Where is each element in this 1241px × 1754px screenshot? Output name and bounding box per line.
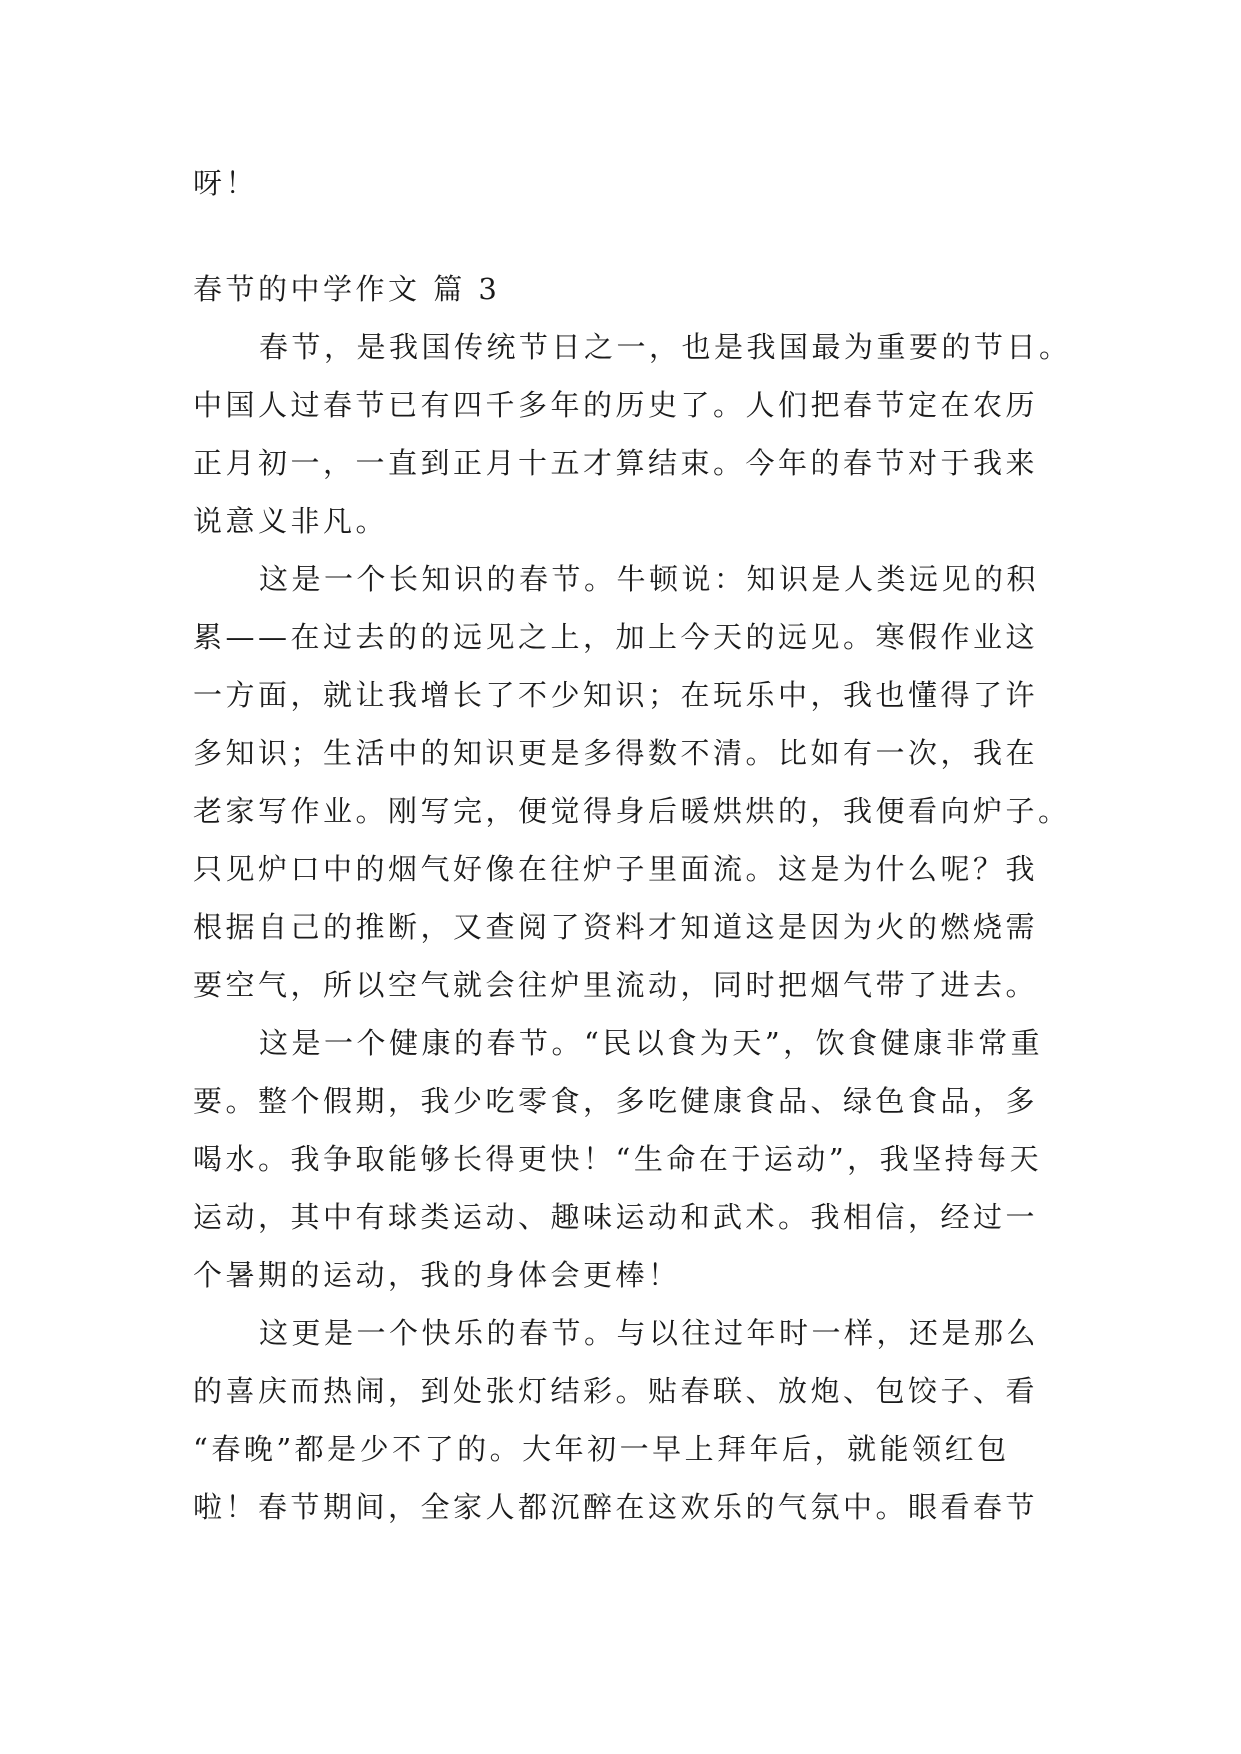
continuation-text: 呀！ (193, 166, 259, 200)
text-line: 老家写作业。刚写完，便觉得身后暖烘烘的，我便看向炉子。 (193, 794, 1071, 828)
text-line: 中国人过春节已有四千多年的历史了。人们把春节定在农历 (193, 388, 1039, 422)
text-line: 多知识；生活中的知识更是多得数不清。比如有一次，我在 (193, 736, 1039, 770)
essay-heading: 春节的中学作文 篇 3 (193, 272, 501, 306)
text-line: 啦！春节期间，全家人都沉醉在这欢乐的气氛中。眼看春节 (193, 1490, 1039, 1524)
text-line: 一方面，就让我增长了不少知识；在玩乐中，我也懂得了许 (193, 678, 1039, 712)
text-line: 说意义非凡。 (193, 504, 389, 538)
text-line: 春节，是我国传统节日之一，也是我国最为重要的节日。 (259, 330, 1072, 364)
text-line: 根据自己的推断，又查阅了资料才知道这是因为火的燃烧需 (193, 910, 1039, 944)
text-line: 要。整个假期，我少吃零食，多吃健康食品、绿色食品，多 (193, 1084, 1039, 1118)
text-line: 的喜庆而热闹，到处张灯结彩。贴春联、放炮、包饺子、看 (193, 1374, 1039, 1408)
paragraph-3 (193, 1014, 1061, 1304)
paragraph-1 (193, 318, 1072, 550)
text-line: 要空气，所以空气就会往炉里流动，同时把烟气带了进去。 (193, 968, 1039, 1002)
document-body (193, 154, 1072, 1536)
text-line: 个暑期的运动，我的身体会更棒！ (193, 1258, 681, 1292)
spacer (193, 212, 1061, 260)
paragraph-2 (193, 550, 1071, 1014)
text-line: 累——在过去的的远见之上，加上今天的远见。寒假作业这 (193, 620, 1039, 654)
text-line: “春晚”都是少不了的。大年初一早上拜年后，就能领红包 (193, 1432, 1010, 1466)
text-line: 正月初一，一直到正月十五才算结束。今年的春节对于我来 (193, 446, 1039, 480)
text-line: 这是一个长知识的春节。牛顿说：知识是人类远见的积 (259, 562, 1040, 596)
text-line: 喝水。我争取能够长得更快！“生命在于运动”，我坚持每天 (193, 1142, 1043, 1176)
text-line: 这更是一个快乐的春节。与以往过年时一样，还是那么 (259, 1316, 1040, 1350)
text-line: 这是一个健康的春节。“民以食为天”，饮食健康非常重 (259, 1026, 1044, 1060)
paragraph-4 (193, 1304, 1061, 1536)
text-line: 只见炉口中的烟气好像在往炉子里面流。这是为什么呢？我 (193, 852, 1039, 886)
text-line: 运动，其中有球类运动、趣味运动和武术。我相信，经过一 (193, 1200, 1039, 1234)
